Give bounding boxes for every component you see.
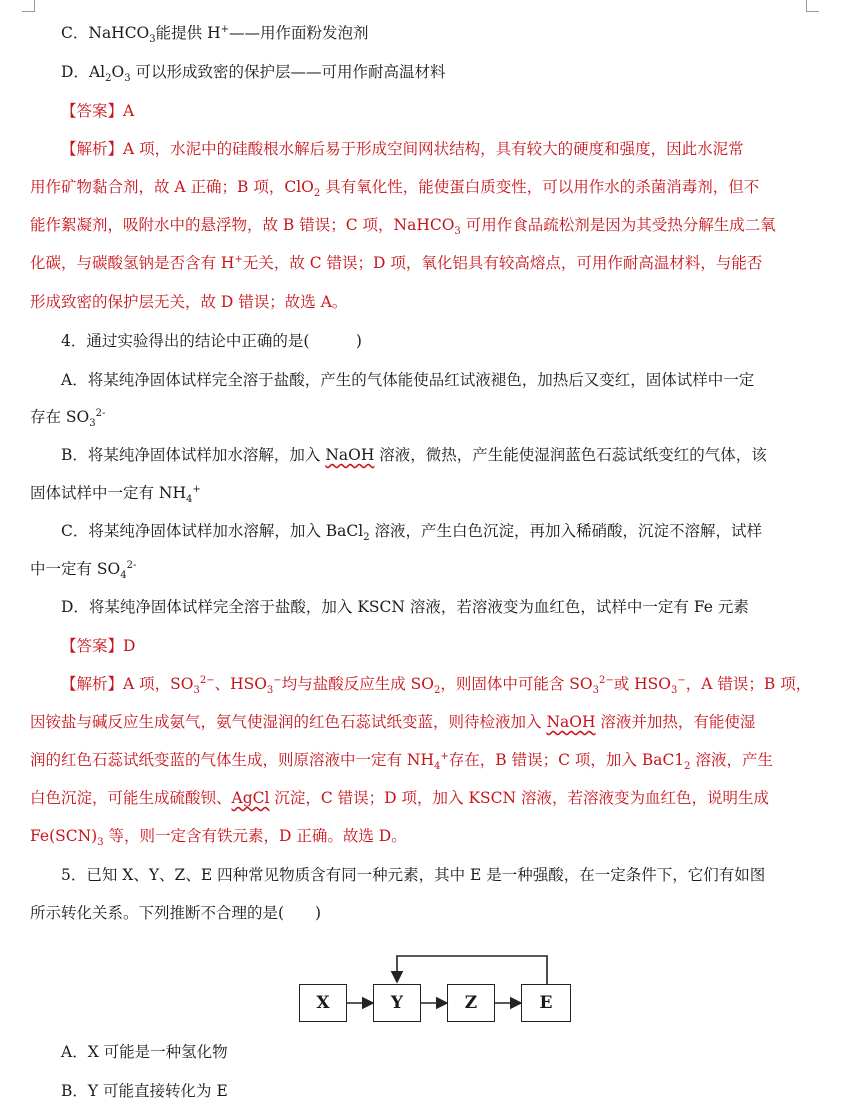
page-corner-mark-left: [22, 0, 35, 12]
q4-explanation-line-2: 因铵盐与碱反应生成氨气，氨气使湿润的红色石蕊试纸变蓝，则待检液加入 NaOH 溶液并加热，有能使湿: [30, 713, 756, 731]
q5-stem-line-2: 所示转化关系。下列推断不合理的是( ): [30, 904, 322, 922]
q4-option-c-line-2: 中一定有 $SO_4^{2-}$: [30, 559, 137, 582]
naoh-spell-underline: NaOH: [546, 713, 596, 731]
q3-explanation-line-1: 【解析】A 项，水泥中的硅酸根水解后易于形成空间网状结构，具有较大的硬度和强度，因此水泥常: [61, 140, 744, 158]
q3-explanation-line-5: 形成致密的保护层无关，故 D 错误；故选 A。: [30, 293, 348, 311]
q3-answer: 【答案】A: [61, 102, 135, 120]
q3-explanation-line-4: 化碳，与碳酸氢钠是否含有 H+无关，故 C 错误；D 项，氧化铝具有较高熔点，可用作耐高温材料，与能否: [30, 253, 763, 272]
diagram-box-x: X: [299, 984, 347, 1022]
q4-option-a-line-1: A．将某纯净固体试样完全溶于盐酸，产生的气体能使品红试液褪色，加热后又变红，固体试样中一定: [61, 371, 755, 389]
q3-explanation-line-2: 用作矿物黏合剂，故 A 正确；B 项，ClO$_2$ 具有氧化性，能使蛋白质变性，可以用作水的杀菌消毒剂，但不: [30, 178, 760, 200]
q4-option-b-line-2: 固体试样中一定有 $NH_4^+$: [30, 483, 201, 506]
agcl-spell-underline: AgCl: [231, 789, 270, 807]
q4-explanation-line-1: 【解析】A 项，$SO_3^{2-}$、$HSO_3^-$均与盐酸反应生成 $SO_2$，则固体中可能含 $SO_3^{2-}$或 $HSO_3^-$，A 错误；B 项，: [61, 674, 812, 697]
q4-explanation-line-5: $Fe(SCN)_3$ 等，则一定含有铁元素，D 正确。故选 D。: [30, 827, 407, 849]
q5-stem-line-1: 5．已知 X、Y、Z、E 四种常见物质含有同一种元素，其中 E 是一种强酸，在一定条件下，它们有如图: [61, 866, 766, 884]
q4-option-c-line-1: C．将某纯净固体试样加水溶解，加入 BaCl$_2$ 溶液，产生白色沉淀，再加入稀硝酸，沉淀不溶解，试样: [61, 522, 763, 544]
q4-option-b-line-1: B．将某纯净固体试样加水溶解，加入 NaOH 溶液，微热，产生能使湿润蓝色石蕊试纸变红的气体，该: [61, 446, 767, 464]
q4-explanation-line-3: 润的红色石蕊试纸变蓝的气体生成，则原溶液中一定有 $NH_4^+$存在，B 错误；C 项，加入 $BaC1_2$ 溶液，产生: [30, 750, 773, 773]
naoh-spell-underline: NaOH: [325, 446, 375, 464]
arrow-e-to-y: [397, 956, 547, 984]
diagram-box-z: Z: [447, 984, 495, 1022]
q4-explanation-line-4: 白色沉淀，可能生成硫酸钡、AgCl 沉淀，C 错误；D 项，加入 KSCN 溶液，若溶液变为血红色，说明生成: [30, 789, 769, 807]
q3-option-c: C．NaHCO$_3$能提供 H+——用作面粉发泡剂: [61, 23, 369, 46]
q3-explanation-line-3: 能作絮凝剂，吸附水中的悬浮物，故 B 错误；C 项，NaHCO$_3$ 可用作食品疏松剂是因为其受热分解生成二氧: [30, 216, 776, 238]
diagram-box-y: Y: [373, 984, 421, 1022]
diagram-box-e: E: [521, 984, 571, 1022]
q4-option-d: D．将某纯净固体试样完全溶于盐酸，加入 KSCN 溶液，若溶液变为血红色，试样中一定有 Fe 元素: [61, 598, 749, 616]
q4-option-a-line-2: 存在 $SO_3^{2-}$: [30, 407, 106, 430]
q5-option-a: A．X 可能是一种氢化物: [61, 1043, 228, 1061]
q5-option-b: B．Y 可能直接转化为 E: [61, 1082, 228, 1100]
page-corner-mark-right: [806, 0, 819, 12]
q4-answer: 【答案】D: [61, 637, 136, 655]
q3-option-d: D．$Al_2O_3$ 可以形成致密的保护层——可用作耐高温材料: [61, 63, 446, 85]
q4-stem: 4．通过实验得出的结论中正确的是( ): [61, 332, 362, 350]
